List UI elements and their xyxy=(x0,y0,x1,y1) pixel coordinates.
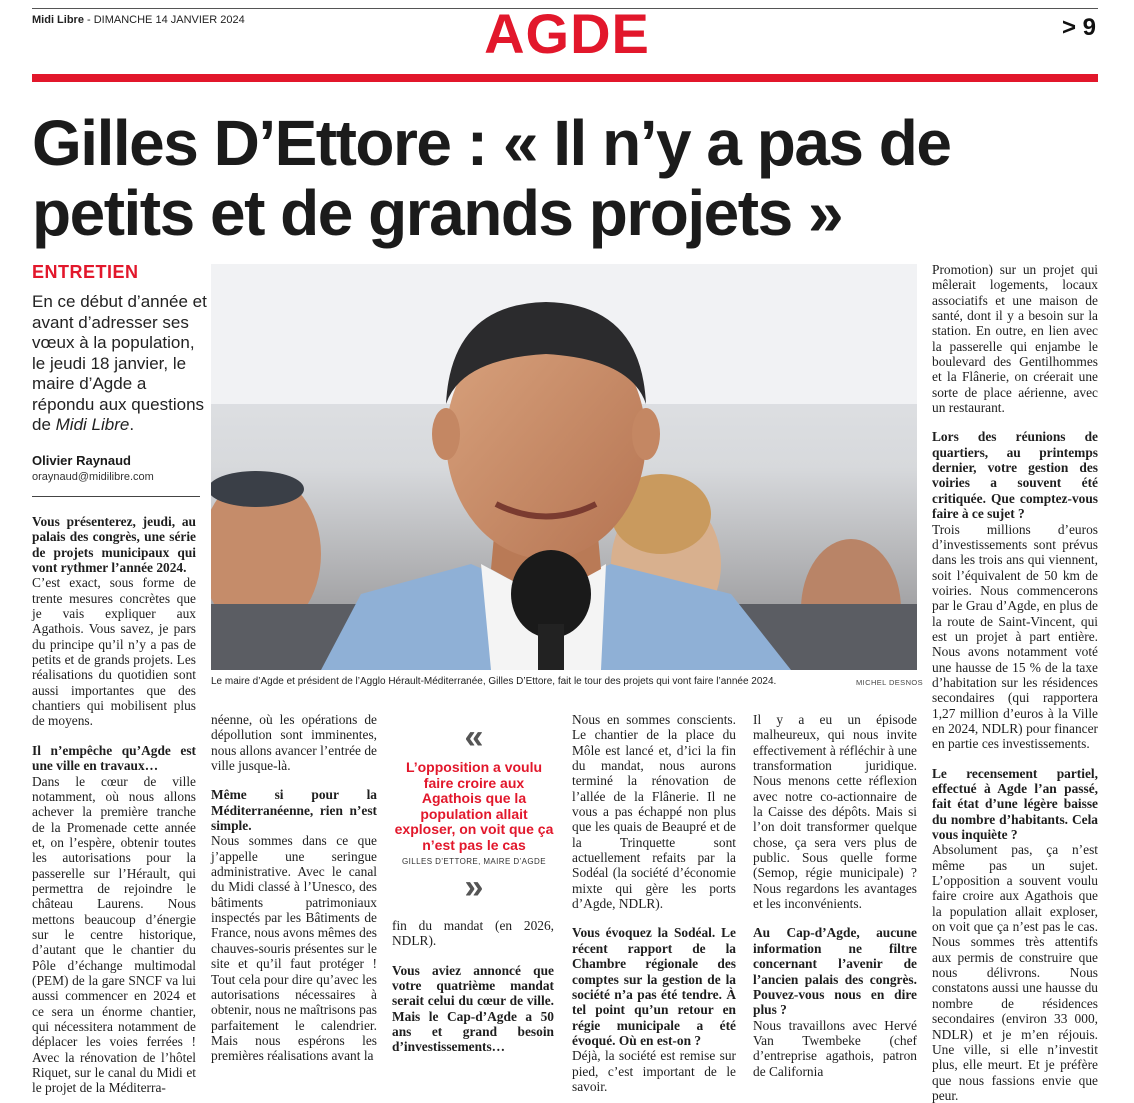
quote-close-icon: » xyxy=(464,868,484,906)
interview-answer: Dans le cœur de ville notamment, où nous allons achever la première tranche de la Promenade cette année et, on l’espère, obtenir toutes les autorisations pour la passerelle sur l’Hérault, qui permettra de rejoindre le château Laurens. Nous mettons beaucoup d’énergie sur le centre historique, d’autant que le chantier du Pôle d’échange multimodal (PEM) de la gare SNCF va lui aussi commencer en 2024 et ce sera un énorme chantier, qui nécessitera notamment de déplacer les voies ferrées ! Avec la rénovation de l’hôtel Riquet, sur le canal du Midi et le projet de la Méditerra- xyxy=(32,773,196,1096)
author-email[interactable]: oraynaud@midilibre.com xyxy=(32,471,154,483)
author-name: Olivier Raynaud xyxy=(32,453,131,468)
article-kicker: ENTRETIEN xyxy=(32,262,139,282)
article-photo xyxy=(211,264,917,670)
issue-date: - DIMANCHE 14 JANVIER 2024 xyxy=(83,14,245,26)
byline-divider xyxy=(32,496,200,497)
interview-question: Au Cap-d’Agde, aucune information ne filtre concernant l’avenir de l’ancien palais des congrès. Pouvez-vous nous en dire plus ? xyxy=(753,925,917,1018)
pull-quote xyxy=(394,720,554,904)
standfirst-publication: Midi Libre xyxy=(55,415,130,434)
paragraph-gap xyxy=(572,911,736,925)
interview-answer: C’est exact, sous forme de trente mesures concrètes que je vais expliquer aux Agathois. Vous savez, je pars du principe qu’il n’y a pas de petits et de grands projets. Les réalisations du quotidien sont aussi importantes que des chantiers qui mobilisent plus de moyens. xyxy=(32,575,196,729)
standfirst-end: . xyxy=(129,415,135,434)
interview-answer: Nous travaillons avec Hervé Van Twembeke (chef d’entreprise agathois, patron de California xyxy=(753,1017,917,1079)
interview-answer: Il y a eu un épisode malheureux, qui nous invite effectivement à réfléchir à une transformation juridique. Nous menons cette réflexion avec notre co-actionnaire de la Caisse des dépôts. Mais si l’on doit transformer quelque chose, ça sera vers plus de public. Sous quelle forme (Semop, régie municipale) ? Nous regardons les avantages et les inconvénients. xyxy=(753,712,917,912)
paragraph-gap xyxy=(211,773,377,787)
page-number xyxy=(1062,14,1096,42)
section-rule xyxy=(32,74,1098,82)
standfirst-text: En ce début d’année et avant d’adresser ses vœux à la population, le jeudi 18 janvier, le maire d’Agde a répondu aux questions de xyxy=(32,292,207,434)
interview-answer: néenne, où les opérations de dépollution sont imminentes, nous allons avancer l’entrée de ville jusque-là. xyxy=(211,712,377,774)
paragraph-gap xyxy=(932,752,1098,766)
interview-question: Même si pour la Méditerranéenne, rien n’est simple. xyxy=(211,787,377,834)
interview-question: Il n’empêche qu’Agde est une ville en travaux… xyxy=(32,742,196,774)
photo-credit: MICHEL DESNOS xyxy=(856,678,924,687)
interview-answer: Nous en sommes conscients. Le chantier de la place du Môle est lancé et, d’ici la fin du mandat, nous aurons terminé la rénovation de l’allée de la Flânerie. Il ne vous a pas échappé non plus que les quais de Beaupré et de la Trinquette sont actuellement refaits par la Sodéal (la société d’économie mixte qui gère les ports d’Agde, NDLR). xyxy=(572,712,736,912)
text-column-6 xyxy=(932,262,1098,1103)
article-headline: Gilles D’Ettore : « Il n’y a pas de petits et de grands projets » xyxy=(32,107,951,249)
interview-question: Le recensement partiel, effectué à Agde l’an passé, fait état d’une légère baisse du nombre d’habitants. Cela vous inquiète ? xyxy=(932,765,1098,843)
interview-question: Vous évoquez la Sodéal. Le récent rapport de la Chambre régionale des comptes sur la gestion de la société n’a pas été tendre. À tel point qu’un retour en régie municipale a été évoqué. Où en est-on ? xyxy=(572,925,736,1048)
paragraph-gap xyxy=(392,949,554,963)
text-column-3 xyxy=(392,918,554,1055)
text-column-5 xyxy=(753,712,917,1079)
page-number-value: 9 xyxy=(1082,14,1096,41)
interview-question: Lors des réunions de quartiers, au printemps dernier, votre gestion des voiries a souvent été critiquée. Que comptez-vous faire à ce sujet ? xyxy=(932,429,1098,522)
interview-answer: Nous sommes dans ce que j’appelle une seringue administrative. Avec le canal du Midi classé à l’Unesco, des bâtiments patrimoniaux inspectés par les Bâtiments de France, nous avons mêmes des chauves-souris présentes sur le site et qu’il faut protéger ! Tout cela pour dire qu’avec les autorisations nécessaires à obtenir, nous ne maîtrisons pas parfaitement le calendrier. Mais nous espérons les premières réalisations avant la xyxy=(211,833,377,1064)
text-column-2 xyxy=(211,712,377,1064)
paragraph-gap xyxy=(932,415,1098,429)
interview-answer: Absolument pas, ça n’est même pas un sujet. L’opposition a souvent voulu faire croire aux Agathois que la population allait exploser, on voit que ça n’est pas le cas. Nous sommes très attentifs aux permis de construire que nous délivrons. Nous constatons aussi une hausse du nombre de résidences secondaires (environ 33 000, NDLR) et je m’en réjouis. Une ville, si elle n’investit plus, elle meurt. Et je préfère que nous fassions envie que peur. xyxy=(932,842,1098,1103)
text-column-4 xyxy=(572,712,736,1094)
paragraph-gap xyxy=(32,729,196,743)
section-title: AGDE xyxy=(484,2,650,65)
interview-answer: Promotion) sur un projet qui mêlerait logements, locaux associatifs et une maison de santé, dont il y a besoin sur la station. En outre, en lien avec la passerelle qui enjambe le boulevard des Gentilhommes et la Flânerie, on créerait une sorte de place aérienne, avec un restaurant. xyxy=(932,262,1098,416)
portrait-illustration xyxy=(211,264,917,670)
publication-name: Midi Libre xyxy=(32,14,84,26)
text-column-1 xyxy=(32,514,196,1096)
pull-quote-text: L’opposition a voulu faire croire aux Agathois que la population allait exploser, on voit que ça n’est pas le cas xyxy=(394,759,554,853)
article-standfirst xyxy=(32,292,208,436)
interview-answer: Trois millions d’euros d’investissements sont prévus dans les trois ans qui viennent, soit l’équivalent de 50 km de voiries. Nous commencerons par le Grau d’Agde, en plus de la route de Saint-Vincent, qui est un projet à part entière. Nous avons notamment voté une hausse de 15 % de la taxe d’habitation sur les résidences secondaires (qui rapportera 1,27 million d’euros à la Ville en 2024, NDLR) pour financer en partie ces investissements. xyxy=(932,521,1098,752)
interview-answer: fin du mandat (en 2026, NDLR). xyxy=(392,918,554,949)
quote-open-icon: « xyxy=(464,718,484,756)
interview-question: Vous aviez annoncé que votre quatrième mandat serait celui du cœur de ville. Mais le Cap-d’Agde a 50 ans et grand besoin d’investissements… xyxy=(392,962,554,1055)
paragraph-gap xyxy=(753,911,917,925)
page-arrow-icon: > xyxy=(1061,14,1076,41)
interview-question: Vous présenterez, jeudi, au palais des congrès, une série de projets municipaux qui vont rythmer l’année 2024. xyxy=(32,514,196,576)
interview-answer: Déjà, la société est remise sur pied, c’est important de le savoir. xyxy=(572,1048,736,1094)
pull-quote-author: GILLES D’ETTORE, MAIRE D’AGDE xyxy=(402,857,546,866)
photo-caption: Le maire d’Agde et président de l’Agglo Hérault-Méditerranée, Gilles D’Ettore, fait le tour des projets qui vont faire l’année 2024. xyxy=(211,676,777,687)
